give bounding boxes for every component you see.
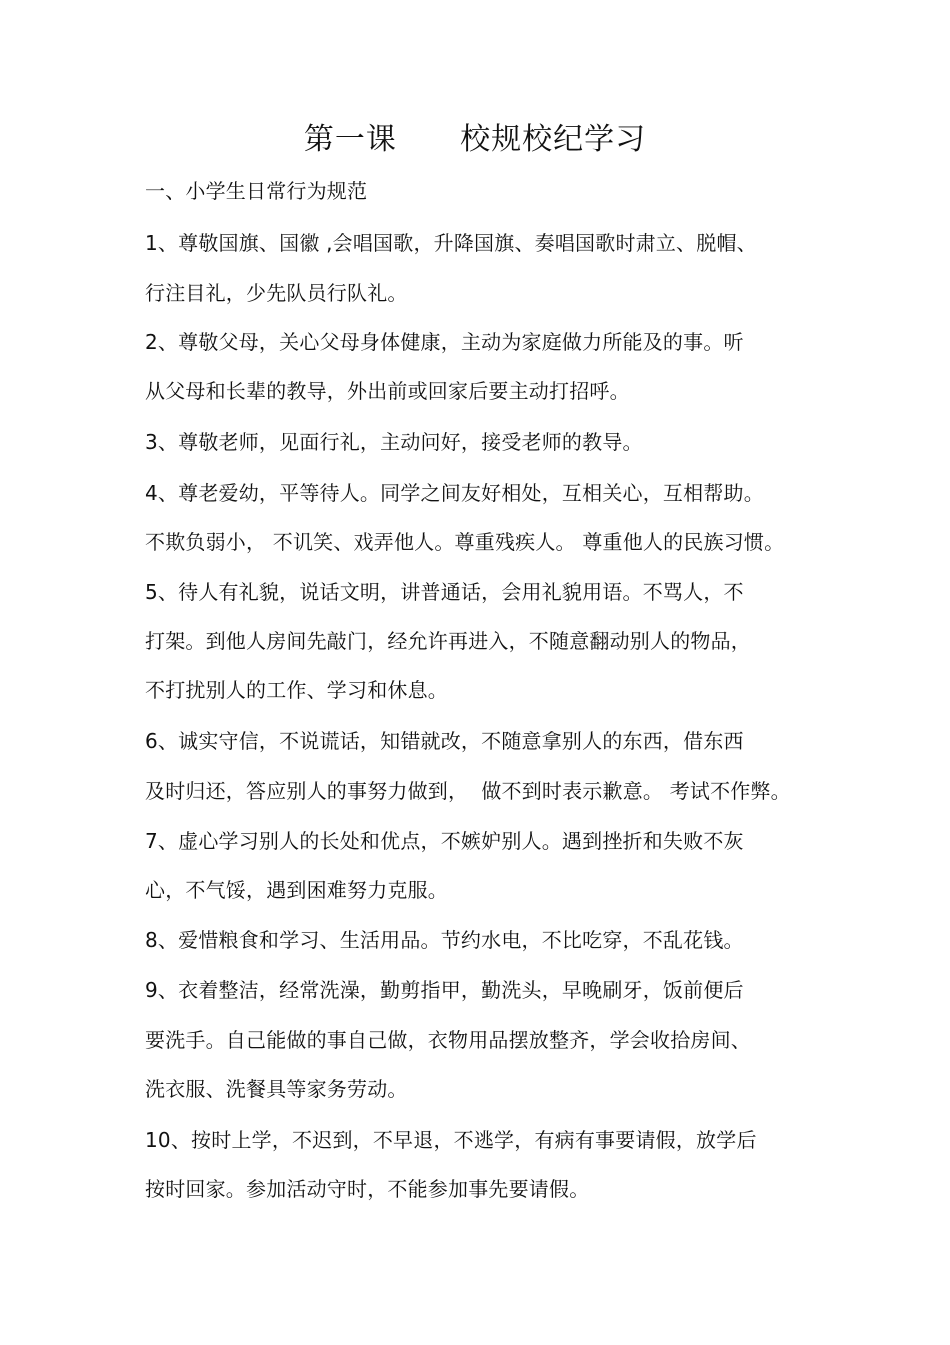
text-line: 按时回家。参加活动守时，不能参加事先要请假。 <box>145 1177 590 1201</box>
text-line: 9、衣着整洁，经常洗澡，勤剪指甲，勤洗头，早晚刷牙，饭前便后 <box>145 978 744 1002</box>
text-line: 4、尊老爱幼，平等待人。同学之间友好相处，互相关心，互相帮助。 <box>145 481 764 505</box>
text-line: 10、按时上学，不迟到，不早退，不逃学，有病有事要请假，放学后 <box>145 1128 757 1152</box>
text-line: 6、诚实守信，不说谎话，知错就改，不随意拿别人的东西，借东西 <box>145 729 744 753</box>
text-line: 8、爱惜粮食和学习、生活用品。节约水电，不比吃穿，不乱花钱。 <box>145 928 744 952</box>
text-line: 打架。到他人房间先敲门，经允许再进入，不随意翻动别人的物品， <box>145 629 751 653</box>
text-line: 行注目礼，少先队员行队礼。 <box>145 281 408 305</box>
text-line: 及时归还，答应别人的事努力做到， 做不到时表示歉意。 考试不作弊。 <box>145 779 791 803</box>
text-line: 要洗手。自己能做的事自己做，衣物用品摆放整齐，学会收拾房间、 <box>145 1028 751 1052</box>
text-line: 3、尊敬老师，见面行礼，主动问好，接受老师的教导。 <box>145 430 643 454</box>
page-title: 第一课 校规校纪学习 <box>303 122 647 157</box>
text-line: 7、虚心学习别人的长处和优点，不嫉妒别人。遇到挫折和失败不灰 <box>145 829 744 853</box>
text-line: 洗衣服、洗餐具等家务劳动。 <box>145 1077 408 1101</box>
text-line: 不打扰别人的工作、学习和休息。 <box>145 678 448 702</box>
text-line: 2、尊敬父母，关心父母身体健康，主动为家庭做力所能及的事。听 <box>145 330 744 354</box>
text-line: 心，不气馁，遇到困难努力克服。 <box>145 878 448 902</box>
text-line: 不欺负弱小， 不讥笑、戏弄他人。尊重残疾人。 尊重他人的民族习惯。 <box>145 530 785 554</box>
text-line: 1、尊敬国旗、国徽 ,会唱国歌，升降国旗、奏唱国歌时肃立、脱帽、 <box>145 231 757 255</box>
text-line: 从父母和长辈的教导，外出前或回家后要主动打招呼。 <box>145 379 630 403</box>
section-heading: 一、小学生日常行为规范 <box>145 179 368 203</box>
text-line: 5、待人有礼貌，说话文明，讲普通话，会用礼貌用语。不骂人，不 <box>145 580 744 604</box>
